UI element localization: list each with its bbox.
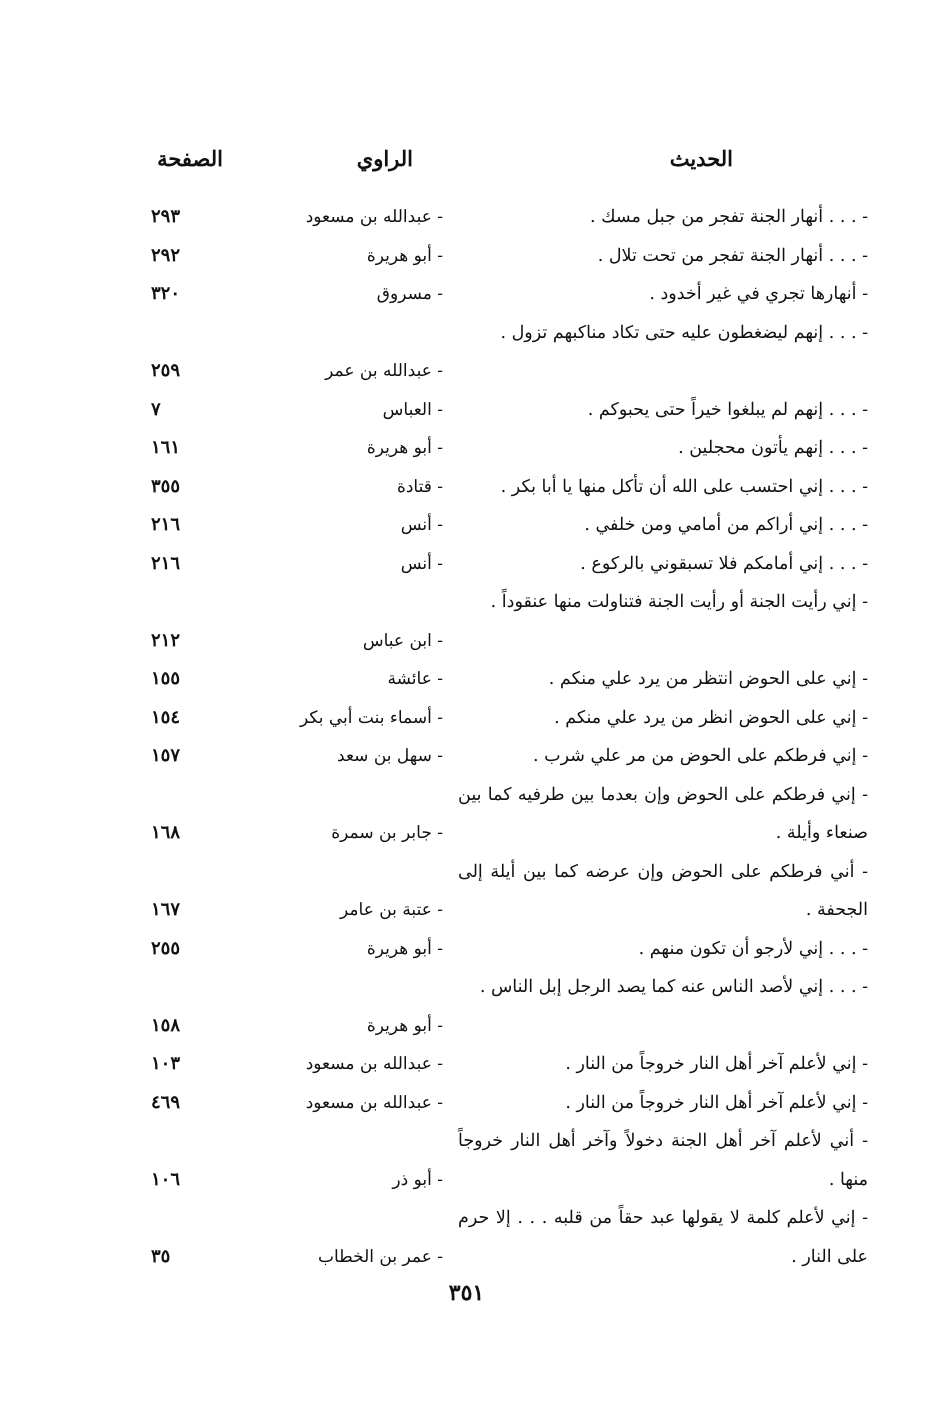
page-number: ٤٦٩: [151, 1091, 181, 1113]
narrator-name: - جابر بن سمرة: [331, 823, 443, 843]
narrator-name: - عبدالله بن مسعود: [305, 207, 443, 227]
page-number: ٢٩٣: [151, 206, 181, 227]
hadith-text: - أنهارها تجري في غير أخدود .: [649, 284, 868, 304]
hadith-text: - إني على الحوض انظر من يرد علي منكم .: [554, 707, 868, 728]
narrator-name: - أنس: [400, 515, 443, 535]
narrator-name: - قتادة: [396, 476, 443, 497]
page-number: ١٦٨: [151, 822, 181, 843]
table-row: [0, 853, 933, 930]
table-row: [0, 660, 933, 699]
hadith-text: - إني فرطكم على الحوض وإن بعدما بين طرفيه كما بين صنعاء وأيلة .: [458, 784, 868, 843]
hadith-text: - إني فرطكم على الحوض من مر علي شرب .: [533, 746, 868, 766]
narrator-name: - عائشة: [387, 669, 443, 689]
table-row: [0, 314, 933, 391]
table-row: [0, 545, 933, 584]
table-row: [0, 506, 933, 545]
table-row: [0, 429, 933, 468]
hadith-text: - أني فرطكم على الحوض وإن عرضه كما بين أيلة إلى الجحفة .: [458, 861, 868, 920]
narrator-name: - ابن عباس: [362, 630, 443, 651]
narrator-name: - العباس: [382, 399, 443, 420]
page-number: ١٥٧: [151, 745, 181, 766]
narrator-name: - أبو هريرة: [366, 938, 443, 959]
hadith-text: - . . . أنهار الجنة تفجر من تحت تلال .: [597, 245, 868, 266]
narrator-name: - مسروق: [376, 284, 443, 304]
table-row: [0, 1199, 933, 1276]
narrator-name: - عتبة بن عامر: [340, 900, 443, 920]
page-number: ٢١٦: [151, 552, 181, 574]
table-row: [0, 583, 933, 660]
table-row: [0, 930, 933, 969]
table-row: [0, 275, 933, 314]
hadith-text: - . . . إني احتسب على الله أن تأكل منها يا أبا بكر .: [500, 476, 868, 497]
page-number: ١٦٧: [151, 899, 181, 920]
table-row: [0, 737, 933, 776]
page-number: ٣٥: [151, 1245, 171, 1267]
column-header-narrator: الراوي: [356, 146, 413, 171]
hadith-text: - إني رأيت الجنة أو رأيت الجنة فتناولت منها عنقوداً .: [490, 592, 868, 612]
hadith-text: - . . . إني أراكم من أمامي ومن خلفي .: [584, 515, 868, 535]
folio-page-number: ٣٥١: [448, 1280, 485, 1306]
page-number: ٢١٢: [151, 629, 181, 651]
hadith-text: - . . . إنهم لم يبلغوا خيراً حتى يحبوكم .: [587, 399, 868, 420]
hadith-text: - . . . أنهار الجنة تفجر من جبل مسك .: [590, 207, 868, 227]
hadith-text: - أني لأعلم آخر أهل الجنة دخولاً وآخر أهل النار خروجاً منها .: [458, 1131, 868, 1190]
table-row: [0, 699, 933, 738]
narrator-name: - أسماء بنت أبي بكر: [299, 707, 443, 728]
narrator-name: - أنس: [400, 553, 443, 574]
hadith-text: - إني لأعلم آخر أهل النار خروجاً من النار .: [565, 1054, 868, 1074]
table-row: [0, 198, 933, 237]
hadith-text: - . . . إني أمامكم فلا تسبقوني بالركوع .: [580, 553, 868, 574]
hadith-text: - . . . إنهم ليضغطون عليه حتى تكاد مناكبهم تزول .: [500, 322, 868, 343]
table-row: [0, 468, 933, 507]
page-number: ٣٢٠: [151, 283, 181, 304]
page-number: ١٦١: [151, 437, 181, 458]
narrator-name: - أبو هريرة: [366, 438, 443, 458]
narrator-name: - أبو ذر: [392, 1169, 443, 1190]
hadith-text: - . . . إني لأصد الناس عنه كما يصد الرجل إبل الناس .: [479, 977, 868, 997]
page-number: ٢٥٥: [151, 937, 181, 959]
table-row: [0, 776, 933, 853]
hadith-text: - إني على الحوض انتظر من يرد علي منكم .: [548, 669, 868, 689]
index-table: [0, 198, 933, 1276]
narrator-name: - عبدالله بن مسعود: [305, 1054, 443, 1074]
page-number: ١٠٣: [151, 1053, 181, 1074]
page-number: ١٠٦: [151, 1168, 181, 1190]
page-number: ١٥٨: [151, 1014, 181, 1036]
page-number: ١٥٥: [151, 668, 181, 689]
narrator-name: - عبدالله بن عمر: [325, 361, 443, 381]
table-row: [0, 237, 933, 276]
table-row: [0, 1045, 933, 1084]
hadith-text: - . . . إني لأرجو أن تكون منهم .: [638, 938, 868, 959]
hadith-text: - . . . إنهم يأتون محجلين .: [678, 438, 868, 458]
page-number: ٧: [151, 398, 161, 420]
page-number: ٢١٦: [151, 514, 181, 535]
table-row: [0, 1084, 933, 1123]
page-number: ٢٥٩: [151, 360, 181, 381]
table-row: [0, 391, 933, 430]
column-header-page: الصفحة: [157, 146, 223, 171]
table-row: [0, 1122, 933, 1199]
hadith-text: - إني لأعلم كلمة لا يقولها عبد حقاً من قلبه . . . إلا حرم على النار .: [458, 1208, 868, 1267]
table-row: [0, 968, 933, 1045]
column-header-hadith: الحديث: [669, 146, 733, 171]
narrator-name: - أبو هريرة: [366, 245, 443, 266]
narrator-name: - عبدالله بن مسعود: [305, 1092, 443, 1113]
page-number: ٢٩٢: [151, 244, 181, 266]
narrator-name: - سهل بن سعد: [337, 746, 443, 766]
narrator-name: - أبو هريرة: [366, 1015, 443, 1036]
narrator-name: - عمر بن الخطاب: [318, 1246, 443, 1267]
hadith-text: - إني لأعلم آخر أهل النار خروجاً من النار .: [565, 1092, 868, 1113]
page-number: ١٥٤: [151, 706, 181, 728]
page-number: ٣٥٥: [151, 475, 181, 497]
